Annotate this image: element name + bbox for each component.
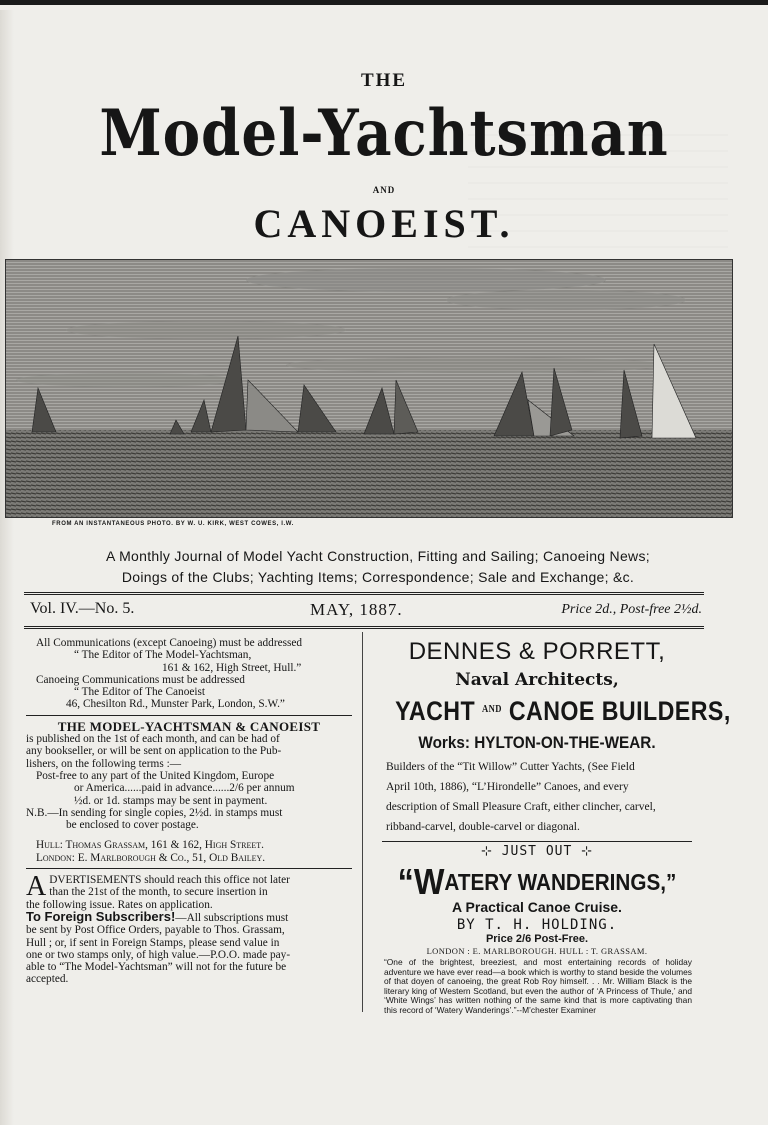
comm-line: Canoeing Communications must be addressed	[36, 673, 245, 686]
photo-credit: FROM AN INSTANTANEOUS PHOTO. BY W. U. KIRK, WEST COWES, I.W.	[52, 521, 295, 527]
comm-line: 161 & 162, High Street, Hull.”	[162, 661, 302, 674]
foreign-line: able to “The Model-Yachtsman” will not for the future be	[26, 961, 287, 974]
masthead-and: AND	[372, 185, 396, 195]
cloud	[16, 373, 236, 387]
rule-top	[24, 592, 704, 595]
issue-date: MAY, 1887.	[310, 600, 403, 619]
left-column	[26, 637, 352, 986]
terms-line: any bookseller, or will be sent on application to the Pub-	[26, 745, 282, 758]
cloud	[446, 290, 686, 310]
just-out-label: ⊹ JUST OUT ⊹	[480, 844, 594, 859]
terms-line: be enclosed to cover postage.	[66, 819, 199, 832]
masthead-the: THE	[360, 70, 408, 91]
sea	[6, 430, 732, 517]
terms-heading: THE MODEL-YACHTSMAN & CANOEIST	[57, 718, 321, 734]
foreign-line: one or two stamps only, of high value.—P.O.O. made pay-	[26, 948, 291, 961]
column-divider	[362, 632, 363, 1012]
subtitle-line-1: A Monthly Journal of Model Yacht Construction, Fitting and Sailing; Canoeing News;	[106, 548, 650, 564]
cloud	[286, 357, 666, 373]
advertisements-notice: A DVERTISEMENTS should reach this office not later than the 21st of the month, to secure insertion in the following issue. Rates on application.	[26, 871, 290, 911]
foreign-heading: To Foreign Subscribers!	[26, 908, 176, 924]
divider	[382, 841, 692, 842]
book-price: Price 2/6 Post-Free.	[485, 933, 589, 945]
divider	[26, 868, 352, 869]
hull-address: Hull: Thomas Grassam, 161 & 162, High Street.	[36, 839, 264, 852]
book-subtitle: A Practical Canoe Cruise.	[452, 899, 622, 915]
foreign-notice: To Foreign Subscribers!—All subscriptions must	[26, 908, 289, 924]
rule-bottom	[24, 626, 704, 629]
yacht-race-engraving	[5, 259, 733, 518]
right-column-ads	[372, 634, 731, 1016]
terms-line: is published on the 1st of each month, and can be had of	[26, 733, 280, 746]
comm-line: 46, Chesilton Rd., Munster Park, London, S.W.”	[66, 698, 285, 711]
book-publishers: LONDON : E. MARLBOROUGH. HULL : T. GRASSAM.	[426, 946, 648, 956]
book-title: “WATERY WANDERINGS,”	[397, 861, 677, 902]
firm-name: DENNES & PORRETT,	[408, 638, 666, 665]
masthead-title: Model-Yachtsman	[99, 96, 669, 171]
builders-description: Builders of the “Tit Willow” Cutter Yachts, (See Field April 10th, 1886), “L’Hirondelle” Canoes, and every description of Small Pleasure Craft, either clincher, carvel, ribband-carvel, double-carvel or diagonal.	[386, 761, 656, 833]
terms-line: Post-free to any part of the United Kingdom, Europe	[36, 769, 275, 782]
terms-line: or America......paid in advance......2/6 per annum	[74, 782, 295, 795]
issue-price: Price 2d., Post-free 2½d.	[561, 602, 702, 617]
london-address: London: E. Marlborough & Co., 51, Old Bailey.	[36, 851, 266, 864]
journal-subtitle	[18, 546, 738, 588]
cloud	[246, 268, 606, 292]
book-author: BY T. H. HOLDING.	[456, 917, 618, 933]
masthead-canoeist: CANOEIST.	[253, 201, 515, 246]
subtitle-line-2: Doings of the Clubs; Yachting Items; Correspondence; Sale and Exchange; &c.	[121, 569, 635, 585]
comm-line: “ The Editor of The Canoeist	[74, 686, 206, 699]
terms-line: N.B.—In sending for single copies, 2½d. in stamps must	[26, 806, 283, 819]
volume-number: Vol. IV.—No. 5.	[30, 600, 135, 617]
foreign-line: accepted.	[26, 973, 69, 986]
comm-line: All Communications (except Canoeing) must be addressed	[36, 637, 303, 649]
naval-architects: Naval Architects,	[455, 670, 619, 690]
page-left-edge	[0, 10, 14, 1125]
foreign-line: Hull ; or, if sent in Foreign Stamps, please send value in	[26, 936, 280, 949]
book-review: “One of the brightest, breeziest, and most entertaining records of holiday adventure we have ever read—a book which is worthy to stand beside the volumes of that doyen of canoeing, the great Rob Roy himself. . . Mr. William Black is the literary king of Western Scotland, but even the author of ‘A Princess of Thule,’ and ‘White Wings’ has written nothing of the same kind that is more captivating than this record of ‘Watery Wanderings’.”--M’chester Examiner	[384, 957, 692, 1015]
page-top-edge	[0, 0, 768, 10]
builders-heading: YACHT $^{AND}$ CANOE BUILDERS,	[395, 696, 731, 726]
sailing-scene	[6, 260, 732, 517]
cloud	[66, 321, 346, 339]
foreign-line: be sent by Post Office Orders, payable to Thos. Grassam,	[26, 924, 285, 937]
divider	[26, 715, 352, 716]
drop-cap: A	[26, 871, 47, 903]
terms-line: lishers, on the following terms :—	[26, 757, 182, 770]
comm-line: “ The Editor of The Model-Yachtsman,	[74, 649, 252, 662]
issue-row	[30, 600, 702, 622]
works-location: Works: HYLTON-ON-THE-WEAR.	[418, 733, 656, 752]
terms-line: ½d. or 1d. stamps may be sent in payment.	[74, 794, 268, 807]
